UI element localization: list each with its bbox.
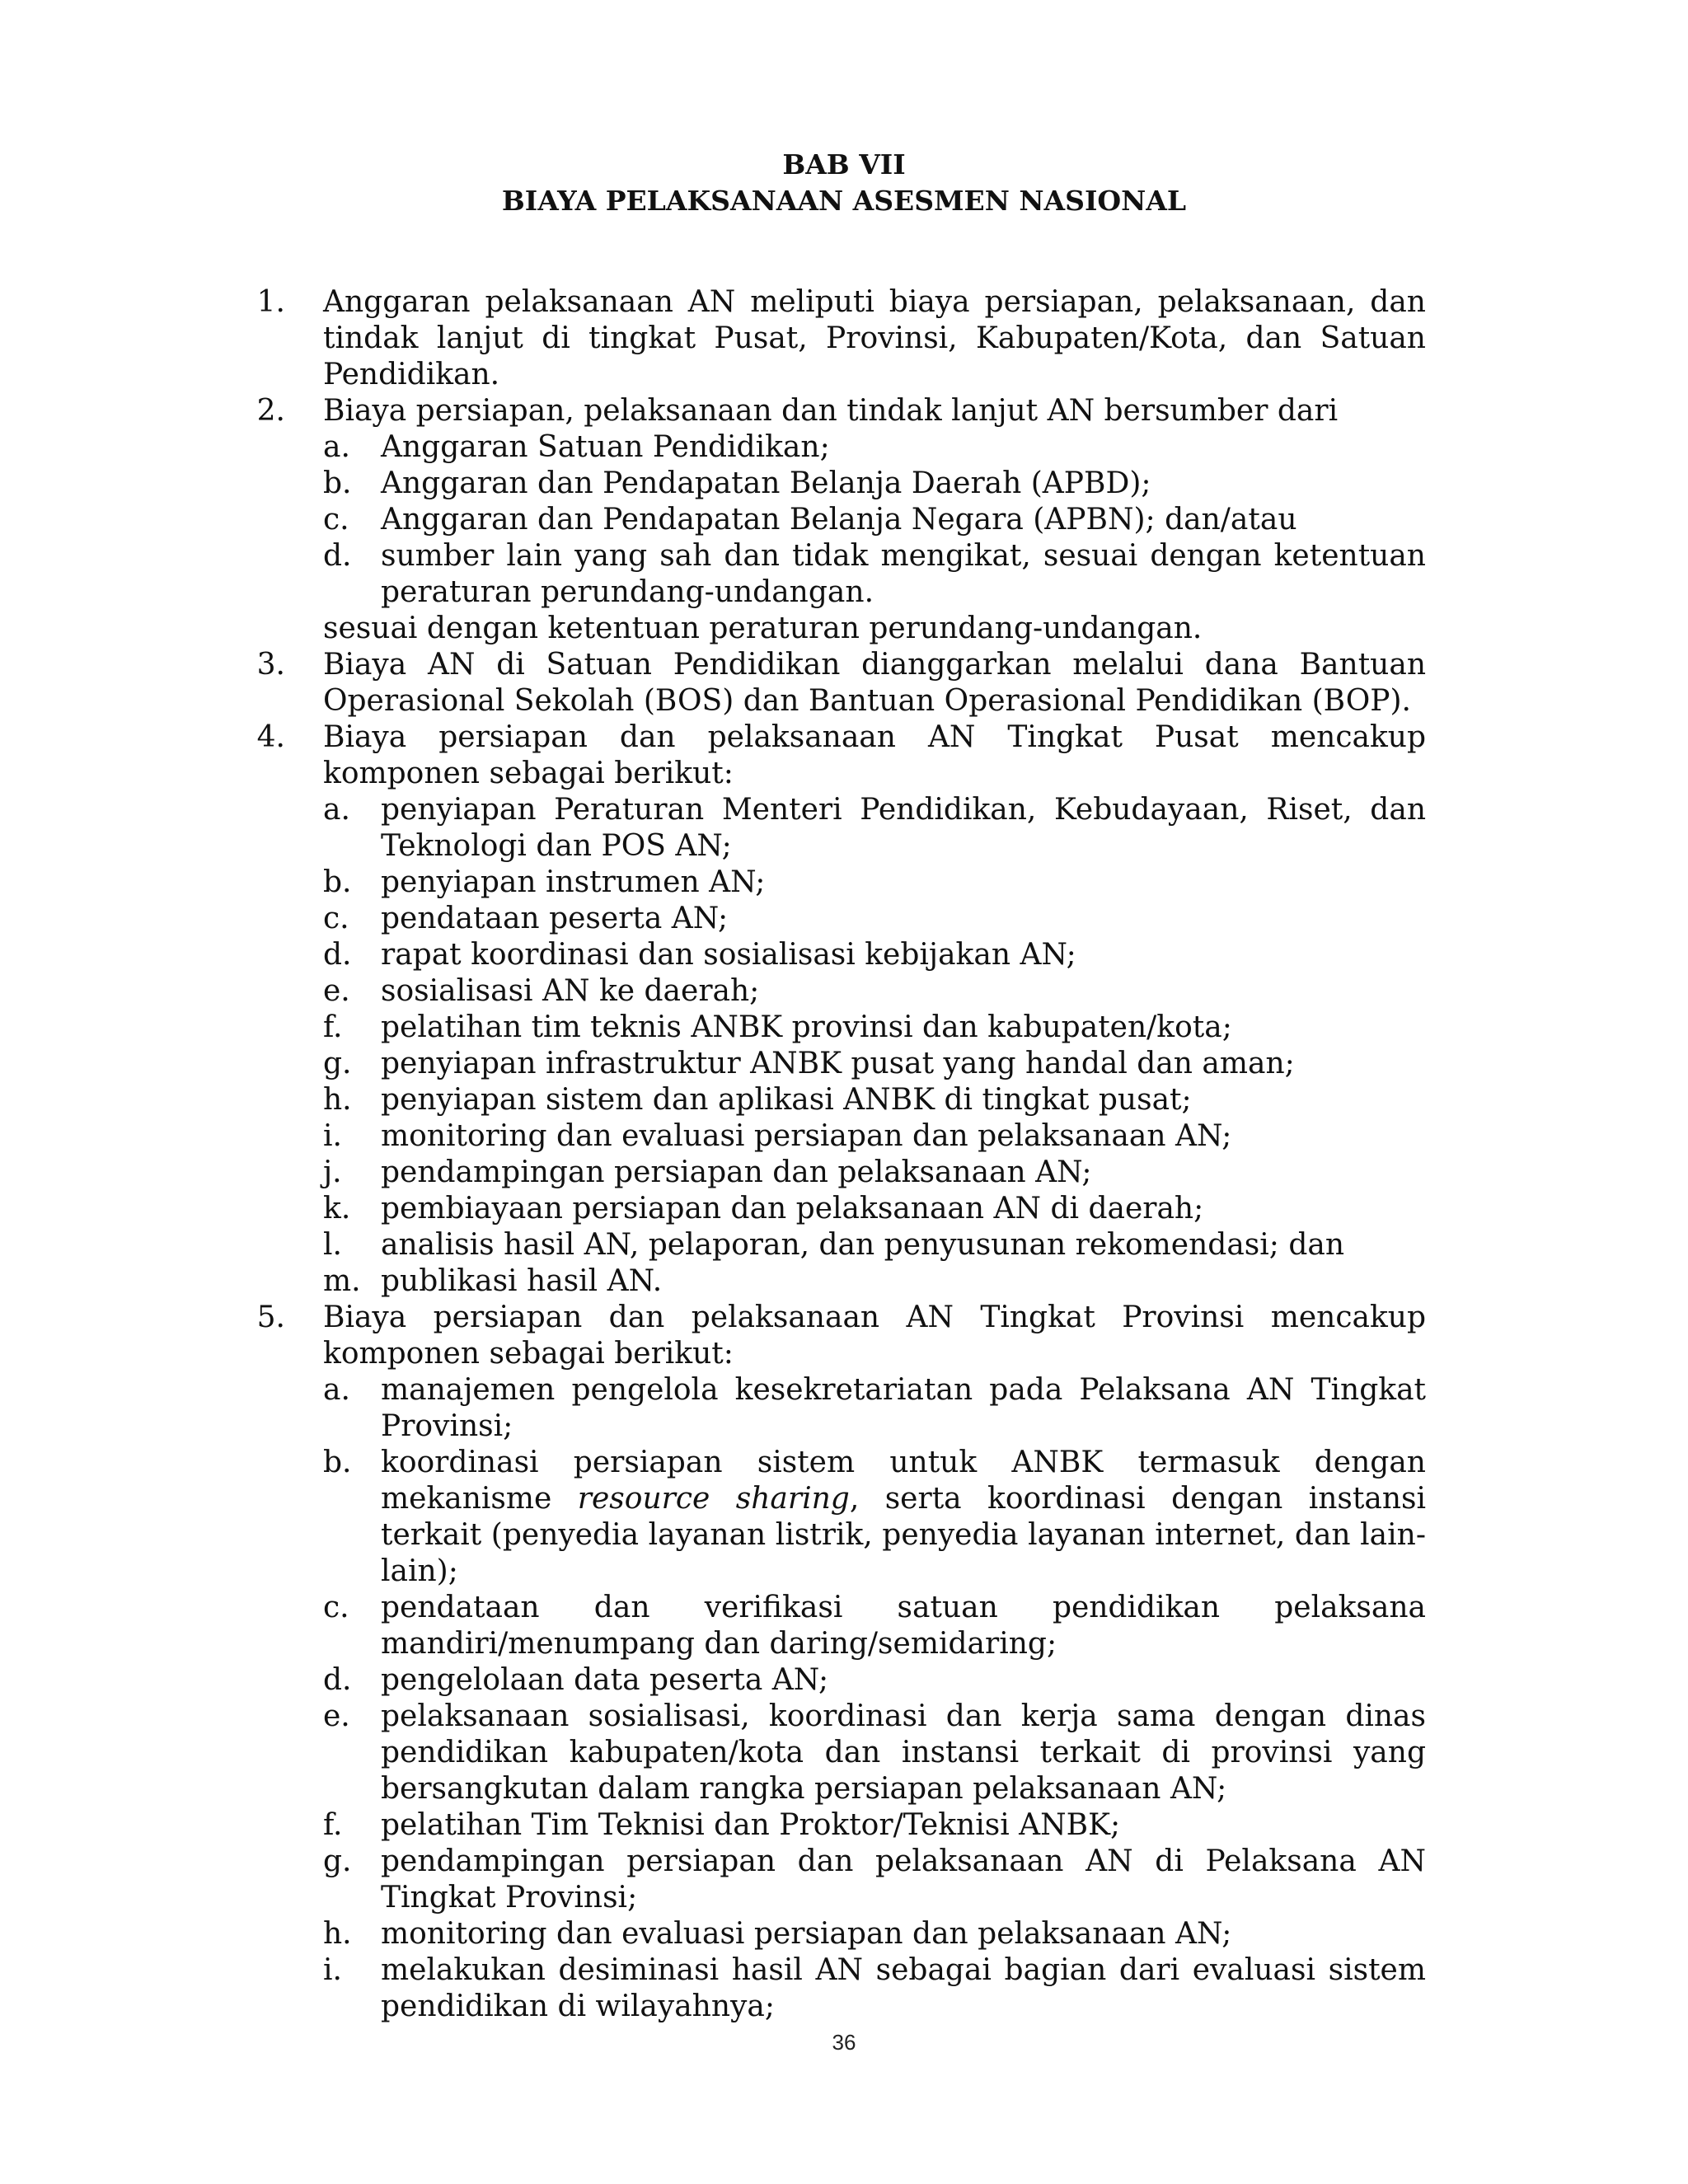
sub-item [256,1952,1426,2025]
sub-item-text: pelaksanaan sosialisasi, koordinasi dan kerja sama dengan dinas pendidikan kabupaten/kota dan instansi terkait di provinsi yang bersangkutan dalam rangka persiapan pelaksanaan AN; [381,1699,1426,1806]
sub-item-text: monitoring dan evaluasi persiapan dan pelaksanaan AN; [381,1119,1232,1153]
sub-item [256,973,1426,1010]
item-number: 3. [256,648,285,682]
sub-item [256,1155,1426,1191]
list-item [256,719,1426,792]
sub-item-text-italic: resource sharing [577,1482,850,1516]
sub-item [256,538,1426,611]
sub-item-letter: g. [323,1844,352,1878]
sub-item-text: pendataan peserta AN; [381,902,729,935]
sub-item-letter: a. [323,1373,350,1407]
sub-item [256,502,1426,538]
sub-item [256,1010,1426,1046]
sub-item-text: Anggaran dan Pendapatan Belanja Negara (APBN); dan/atau [381,503,1297,537]
sub-item [256,1191,1426,1227]
sub-item [256,1372,1426,1445]
item-number: 1. [256,285,285,319]
sub-item-letter: a. [323,430,350,464]
sub-item-text: monitoring dan evaluasi persiapan dan pelaksanaan AN; [381,1917,1232,1951]
sub-item [256,1807,1426,1844]
item-text: Biaya persiapan, pelaksanaan dan tindak lanjut AN bersumber dari [323,394,1339,428]
chapter-heading: BAB VII [782,148,906,180]
sub-item-letter: l. [323,1228,342,1262]
item-number: 4. [256,720,285,754]
sub-item [256,1046,1426,1082]
list-item [256,647,1426,719]
sub-item-letter: j. [323,1155,342,1189]
sub-item-text: penyiapan infrastruktur ANBK pusat yang handal dan aman; [381,1047,1295,1080]
item-number: 2. [256,394,285,428]
list-item [256,393,1426,429]
sub-item-text: rapat koordinasi dan sosialisasi kebijakan AN; [381,938,1076,972]
sub-item-letter: c. [323,503,349,537]
list-item [256,1300,1426,1372]
sub-item-text: sosialisasi AN ke daerah; [381,974,760,1008]
numbered-list [256,284,1426,2025]
sub-item [256,1844,1426,1916]
sub-item-text [381,1446,1426,1588]
trailing-note: sesuai dengan ketentuan peraturan perundang-undangan. [323,612,1203,645]
sub-item-letter: f. [323,1808,343,1842]
sub-item-letter: b. [323,466,352,500]
sub-item-text: publikasi hasil AN. [381,1264,663,1298]
page-number: 36 [832,2030,856,2055]
sub-item-text: Anggaran dan Pendapatan Belanja Daerah (APBD); [381,466,1151,500]
sub-item [256,1445,1426,1590]
sub-item [256,1916,1426,1952]
sub-item [256,937,1426,973]
item-text: Biaya persiapan dan pelaksanaan AN Tingkat Pusat mencakup komponen sebagai berikut: [323,720,1426,790]
sub-item-text: Anggaran Satuan Pendidikan; [381,430,830,464]
item-number: 5. [256,1301,285,1334]
sub-item-text: penyiapan Peraturan Menteri Pendidikan, Kebudayaan, Riset, dan Teknologi dan POS AN; [381,793,1426,863]
sub-item-text: sumber lain yang sah dan tidak mengikat, sesuai dengan ketentuan peraturan perundang-undangan. [381,539,1426,609]
sub-item-letter: g. [323,1047,352,1080]
sub-item-letter: c. [323,902,349,935]
sub-item [256,901,1426,937]
sub-item-text: pendataan dan verifikasi satuan pendidikan pelaksana mandiri/menumpang dan daring/semidaring; [381,1591,1426,1661]
sub-item-letter: c. [323,1591,349,1624]
sub-item-text: analisis hasil AN, pelaporan, dan penyusunan rekomendasi; dan [381,1228,1345,1262]
sub-item [256,1082,1426,1118]
sub-item [256,1263,1426,1300]
sub-item-text: pendampingan persiapan dan pelaksanaan AN di Pelaksana AN Tingkat Provinsi; [381,1844,1426,1915]
sub-item-letter: d. [323,539,352,573]
sub-item [256,1590,1426,1662]
sub-item-letter: a. [323,793,350,827]
sub-item-letter: e. [323,974,350,1008]
sub-item-text: pembiayaan persiapan dan pelaksanaan AN di daerah; [381,1192,1204,1226]
sub-item-text: penyiapan instrumen AN; [381,865,766,899]
sub-item-text: pelatihan Tim Teknisi dan Proktor/Teknisi ANBK; [381,1808,1121,1842]
sub-item-text: penyiapan sistem dan aplikasi ANBK di tingkat pusat; [381,1083,1192,1117]
sub-item-letter: i. [323,1119,342,1153]
sub-item-letter: h. [323,1917,352,1951]
list-item [256,284,1426,393]
item-text: Biaya AN di Satuan Pendidikan dianggarkan melalui dana Bantuan Operasional Sekolah (BOS) dan Bantuan Operasional Pendidikan (BOP). [323,648,1426,718]
sub-item-letter: i. [323,1953,342,1987]
sub-item [256,792,1426,865]
sub-item [256,1662,1426,1699]
item-text: Anggaran pelaksanaan AN meliputi biaya persiapan, pelaksanaan, dan tindak lanjut di tingkat Pusat, Provinsi, Kabupaten/Kota, dan Satuan Pendidikan. [323,285,1426,391]
chapter-title: BIAYA PELAKSANAAN ASESMEN NASIONAL [501,185,1187,217]
sub-item-text: melakukan desiminasi hasil AN sebagai bagian dari evaluasi sistem pendidikan di wilayahnya; [381,1953,1426,2023]
sub-item-letter: m. [323,1264,361,1298]
sub-item-letter: d. [323,938,352,972]
sub-item-letter: f. [323,1010,343,1044]
item-text: Biaya persiapan dan pelaksanaan AN Tingkat Provinsi mencakup komponen sebagai berikut: [323,1301,1426,1371]
sub-item [256,429,1426,466]
sub-item [256,1118,1426,1155]
sub-item-letter: e. [323,1699,350,1733]
sub-item-text-part: koordinasi persiapan sistem untuk ANBK termasuk dengan mekanisme [381,1446,1426,1516]
sub-item-letter: b. [323,1446,352,1479]
sub-item-text: pendampingan persiapan dan pelaksanaan AN; [381,1155,1092,1189]
sub-item-letter: h. [323,1083,352,1117]
sub-item [256,865,1426,901]
sub-item-text: manajemen pengelola kesekretariatan pada Pelaksana AN Tingkat Provinsi; [381,1373,1426,1443]
sub-item-text-part: , serta koordinasi dengan instansi terkait (penyedia layanan listrik, penyedia layanan internet, dan lain-lain); [381,1482,1427,1588]
sub-item-text: pelatihan tim teknis ANBK provinsi dan kabupaten/kota; [381,1010,1232,1044]
sub-item-letter: d. [323,1663,352,1697]
sub-item [256,466,1426,502]
sub-item [256,1699,1426,1807]
sub-item [256,1227,1426,1263]
sub-item-letter: b. [323,865,352,899]
sub-item-text: pengelolaan data peserta AN; [381,1663,829,1697]
sub-item-letter: k. [323,1192,351,1226]
